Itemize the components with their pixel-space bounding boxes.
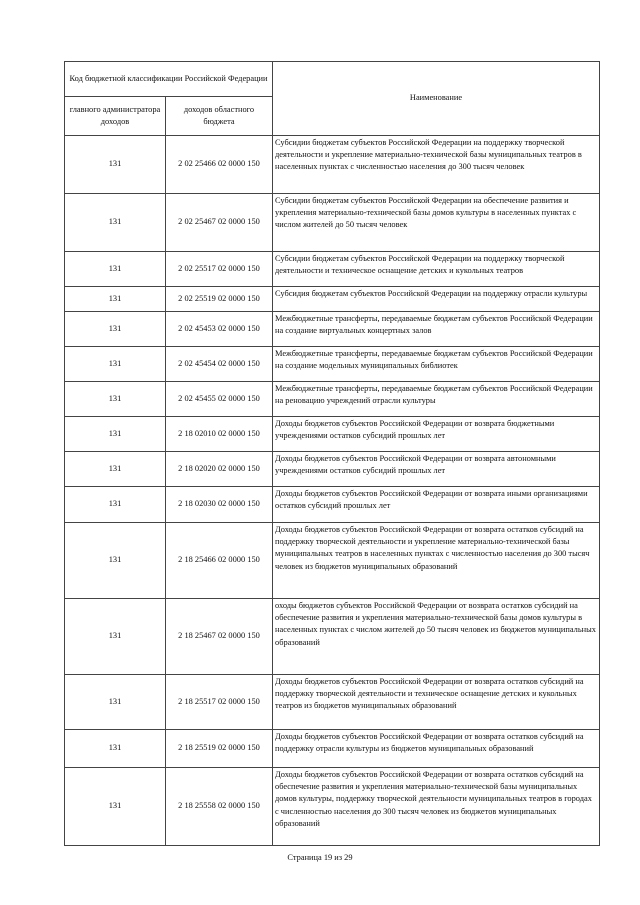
revenue-name-cell: Доходы бюджетов субъектов Российской Федерации от возврата остатков субсидий на поддержку творческой деятельности и укрепление материально-технической базы муниципальных театров в населенных пунктах с численностью населения до 300 тысяч человек из бюджетов муниципальных образований — [273, 523, 600, 599]
table-row — [65, 312, 600, 347]
budget-code-cell: 2 18 02030 02 0000 150 — [166, 487, 273, 523]
table-row — [65, 768, 600, 846]
budget-code-cell: 2 02 25517 02 0000 150 — [166, 252, 273, 287]
table-row — [65, 252, 600, 287]
budget-code-cell: 2 18 25467 02 0000 150 — [166, 599, 273, 675]
revenue-name-cell: Доходы бюджетов субъектов Российской Федерации от возврата иными организациями остатков субсидий прошлых лет — [273, 487, 600, 523]
table-row — [65, 487, 600, 523]
revenue-name-cell: Субсидии бюджетам субъектов Российской Федерации на поддержку творческой деятельности и техническое оснащение детских и кукольных театров — [273, 252, 600, 287]
table-row — [65, 417, 600, 452]
administrator-code-cell: 131 — [65, 136, 166, 194]
revenue-name-cell: Межбюджетные трансферты, передаваемые бюджетам субъектов Российской Федерации на создание модельных муниципальных библиотек — [273, 347, 600, 382]
administrator-code-cell: 131 — [65, 452, 166, 487]
header-classification-code: Код бюджетной классификации Российской Федерации — [65, 62, 273, 97]
header-regional-budget-revenue: доходов областного бюджета — [166, 97, 273, 136]
budget-code-cell: 2 02 45454 02 0000 150 — [166, 347, 273, 382]
administrator-code-cell: 131 — [65, 487, 166, 523]
header-name: Наименование — [273, 62, 600, 136]
budget-code-cell: 2 02 45455 02 0000 150 — [166, 382, 273, 417]
administrator-code-cell: 131 — [65, 252, 166, 287]
table-row — [65, 382, 600, 417]
table-row — [65, 523, 600, 599]
administrator-code-cell: 131 — [65, 194, 166, 252]
revenue-name-cell: Субсидии бюджетам субъектов Российской Федерации на поддержку творческой деятельности и укрепление материально-технической базы муниципальных театров в населенных пунктах с численностью населения до 300 тысяч человек — [273, 136, 600, 194]
table-row — [65, 287, 600, 312]
administrator-code-cell: 131 — [65, 417, 166, 452]
budget-code-cell: 2 02 25519 02 0000 150 — [166, 287, 273, 312]
revenue-name-cell: Межбюджетные трансферты, передаваемые бюджетам субъектов Российской Федерации на реновацию учреждений отрасли культуры — [273, 382, 600, 417]
table-row — [65, 730, 600, 768]
budget-code-cell: 2 02 25467 02 0000 150 — [166, 194, 273, 252]
budget-code-cell: 2 18 02020 02 0000 150 — [166, 452, 273, 487]
administrator-code-cell: 131 — [65, 523, 166, 599]
budget-code-cell: 2 18 25519 02 0000 150 — [166, 730, 273, 768]
header-main-administrator: главного администратора доходов — [65, 97, 166, 136]
revenue-name-cell: оходы бюджетов субъектов Российской Федерации от возврата остатков субсидий на обеспечение развития и укрепления материально-технической базы домов культуры в населенных пунктах с числом жителей до 50 тысяч человек из бюджетов муниципальных образований — [273, 599, 600, 675]
table-row — [65, 136, 600, 194]
budget-code-cell: 2 18 25558 02 0000 150 — [166, 768, 273, 846]
revenue-name-cell: Доходы бюджетов субъектов Российской Федерации от возврата остатков субсидий на поддержку отрасли культуры из бюджетов муниципальных образований — [273, 730, 600, 768]
administrator-code-cell: 131 — [65, 599, 166, 675]
table-row — [65, 347, 600, 382]
revenue-name-cell: Доходы бюджетов субъектов Российской Федерации от возврата остатков субсидий на поддержку творческой деятельности и техническое оснащение детских и кукольных театров из бюджетов муниципальных образований — [273, 675, 600, 730]
budget-code-cell: 2 02 25466 02 0000 150 — [166, 136, 273, 194]
administrator-code-cell: 131 — [65, 312, 166, 347]
administrator-code-cell: 131 — [65, 675, 166, 730]
administrator-code-cell: 131 — [65, 768, 166, 846]
administrator-code-cell: 131 — [65, 287, 166, 312]
revenue-name-cell: Субсидия бюджетам субъектов Российской Федерации на поддержку отрасли культуры — [273, 287, 600, 312]
administrator-code-cell: 131 — [65, 347, 166, 382]
revenue-name-cell: Субсидии бюджетам субъектов Российской Федерации на обеспечение развития и укрепления материально-технической базы домов культуры в населенных пунктах с числом жителей до 50 тысяч человек — [273, 194, 600, 252]
table-row — [65, 599, 600, 675]
budget-code-cell: 2 18 02010 02 0000 150 — [166, 417, 273, 452]
table-row — [65, 675, 600, 730]
revenue-name-cell: Доходы бюджетов субъектов Российской Федерации от возврата остатков субсидий на обеспечение развития и укрепления материально-технической базы муниципальных домов культуры, поддержку творческой деятельности муниципальных театров в городах с численностью населения до 300 тысяч человек из бюджетов муниципальных образований — [273, 768, 600, 846]
budget-classification-table — [64, 61, 600, 846]
administrator-code-cell: 131 — [65, 730, 166, 768]
revenue-name-cell: Межбюджетные трансферты, передаваемые бюджетам субъектов Российской Федерации на создание виртуальных концертных залов — [273, 312, 600, 347]
budget-code-cell: 2 18 25466 02 0000 150 — [166, 523, 273, 599]
table-row — [65, 194, 600, 252]
budget-code-cell: 2 18 25517 02 0000 150 — [166, 675, 273, 730]
administrator-code-cell: 131 — [65, 382, 166, 417]
table-row — [65, 452, 600, 487]
revenue-name-cell: Доходы бюджетов субъектов Российской Федерации от возврата автономными учреждениями остатков субсидий прошлых лет — [273, 452, 600, 487]
budget-code-cell: 2 02 45453 02 0000 150 — [166, 312, 273, 347]
page-number: Страница 19 из 29 — [287, 853, 353, 862]
revenue-name-cell: Доходы бюджетов субъектов Российской Федерации от возврата бюджетными учреждениями остатков субсидий прошлых лет — [273, 417, 600, 452]
